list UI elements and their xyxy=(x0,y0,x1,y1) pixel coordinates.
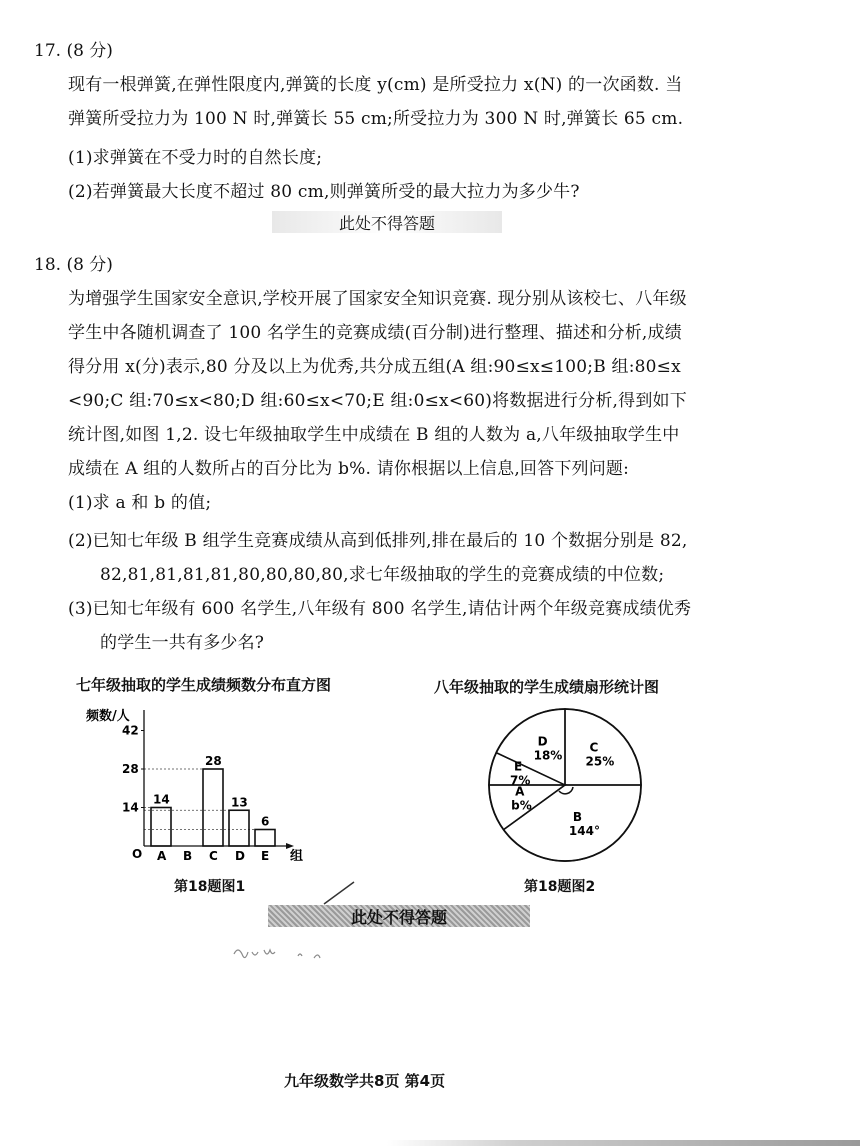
slice-name: E xyxy=(514,759,523,774)
bar-value-label: 6 xyxy=(261,814,270,829)
bar-value-label: 14 xyxy=(153,792,170,807)
q18-line: 学生中各随机调查了 100 名学生的竞赛成绩(百分制)进行整理、描述和分析,成绩 xyxy=(68,323,682,343)
q18-line: 为增强学生国家安全意识,学校开展了国家安全知识竞赛. 现分别从该校七、八年级 xyxy=(68,289,687,309)
q17-subquestion-1: (1)求弹簧在不受力时的自然长度; xyxy=(68,148,323,168)
no-answer-zone-label: 此处不得答题 xyxy=(268,905,530,927)
slice-value-label: 144° xyxy=(568,823,600,838)
page-footer: 九年级数学共8页 第4页 xyxy=(284,1072,446,1090)
slice-name: D xyxy=(537,734,548,749)
bar xyxy=(151,808,171,847)
slice-value-label: 25% xyxy=(585,754,615,769)
pencil-scribble xyxy=(228,940,348,970)
q18-subquestion-3: (3)已知七年级有 600 名学生,八年级有 800 名学生,请估计两个年级竞赛成绩优秀 xyxy=(68,599,692,619)
y-tick-label: 14 xyxy=(122,800,139,815)
slice-name: C xyxy=(589,740,599,755)
q17-line: 现有一根弹簧,在弹性限度内,弹簧的长度 y(cm) 是所受拉力 x(N) 的一次函数. 当 xyxy=(68,75,683,95)
q17-subquestion-2: (2)若弹簧最大长度不超过 80 cm,则弹簧所受的最大拉力为多少牛? xyxy=(68,182,580,202)
x-tick-label: C xyxy=(209,849,218,863)
q18-line: 82,81,81,81,81,80,80,80,80,求七年级抽取的学生的竞赛成绩的中位数; xyxy=(100,565,665,585)
x-tick-label: D xyxy=(235,849,245,863)
no-answer-zone-label: 此处不得答题 xyxy=(272,211,502,233)
q18-line: <90;C 组:70≤x<80;D 组:60≤x<70;E 组:0≤x<60)将数据进行分析,得到如下 xyxy=(68,391,687,411)
q18-line: 统计图,如图 1,2. 设七年级抽取学生中成绩在 B 组的人数为 a,八年级抽取学生中 xyxy=(68,425,680,445)
scan-edge-shadow xyxy=(0,1140,860,1146)
bar-value-label: 13 xyxy=(231,795,248,810)
slice-name: B xyxy=(572,809,583,824)
histogram-chart xyxy=(70,700,330,875)
figure-1-caption: 第18题图1 xyxy=(174,879,246,895)
pie-chart-title: 八年级抽取的学生成绩扇形统计图 xyxy=(434,678,660,696)
bar xyxy=(203,769,223,846)
bar-value-label: 28 xyxy=(205,754,222,768)
origin-label: O xyxy=(132,847,143,861)
bar xyxy=(255,830,275,847)
y-tick-label: 28 xyxy=(122,762,139,776)
q18-number: 18. (8 分) xyxy=(34,255,113,275)
figure-2-caption: 第18题图2 xyxy=(524,879,596,895)
histogram-title: 七年级抽取的学生成绩频数分布直方图 xyxy=(76,676,332,694)
slice-name: A xyxy=(515,784,525,799)
y-tick-label: 42 xyxy=(122,723,139,738)
q18-line: 的学生一共有多少名? xyxy=(100,633,265,653)
pie-chart xyxy=(480,700,650,870)
q18-subquestion-1: (1)求 a 和 b 的值; xyxy=(68,493,212,513)
q18-line: 成绩在 A 组的人数所占的百分比为 b%. 请你根据以上信息,回答下列问题: xyxy=(68,459,630,479)
y-axis-label: 频数/人 xyxy=(86,709,130,724)
pen-mark xyxy=(320,878,360,908)
q18-line: 得分用 x(分)表示,80 分及以上为优秀,共分成五组(A 组:90≤x≤100;B 组:80≤x xyxy=(68,357,681,377)
x-tick-label: B xyxy=(183,849,193,863)
q17-line: 弹簧所受拉力为 100 N 时,弹簧长 55 cm;所受拉力为 300 N 时,弹簧长 65 cm. xyxy=(68,109,684,129)
slice-value-label: b% xyxy=(511,798,532,813)
slice-value-label: 18% xyxy=(533,748,563,763)
bar xyxy=(229,810,249,846)
q17-number: 17. (8 分) xyxy=(34,41,113,61)
x-tick-label: E xyxy=(261,849,270,863)
x-tick-label: A xyxy=(157,849,167,863)
q18-subquestion-2: (2)已知七年级 B 组学生竞赛成绩从高到低排列,排在最后的 10 个数据分别是 82, xyxy=(68,531,688,551)
slice-value-label: 7% xyxy=(510,773,531,788)
x-axis-label: 组 xyxy=(290,849,304,864)
